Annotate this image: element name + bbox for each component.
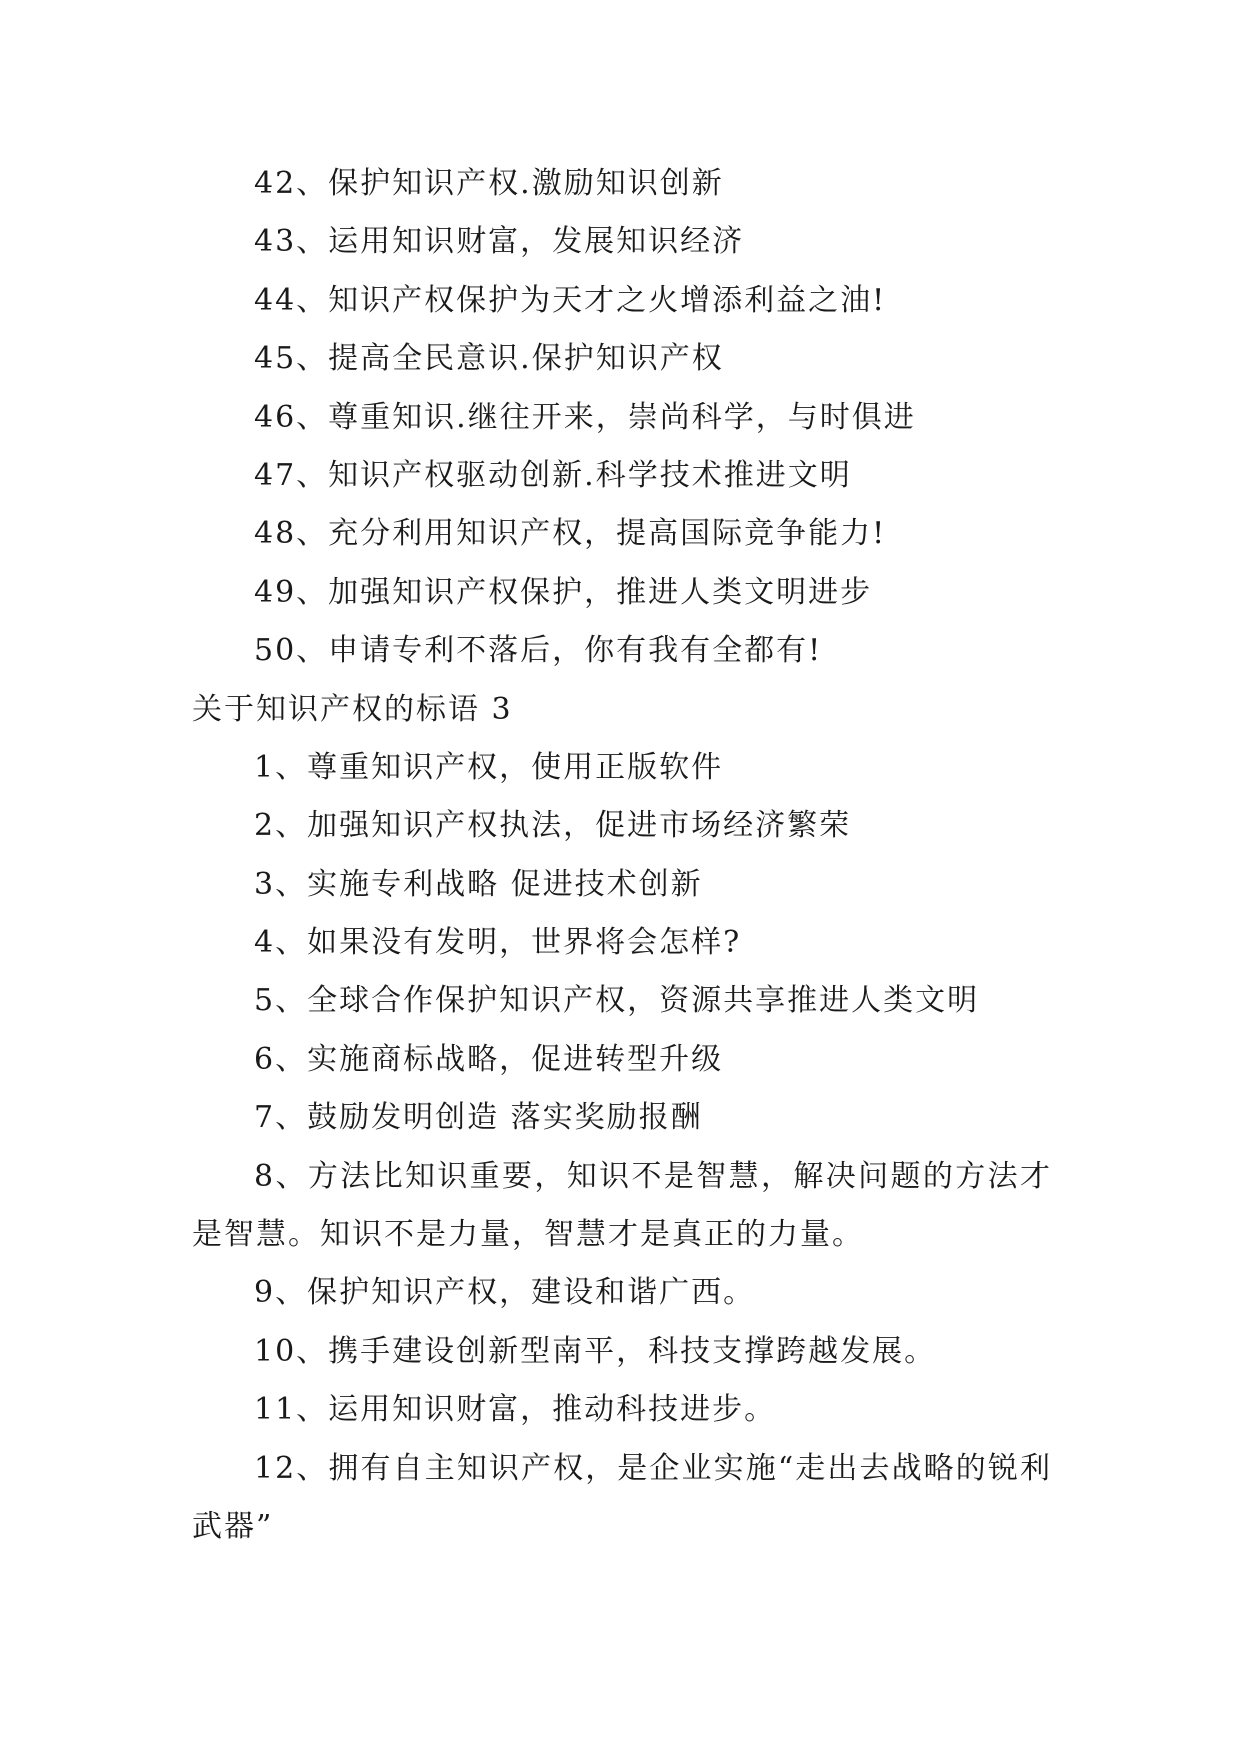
list-item: 44、知识产权保护为天才之火增添利益之油!: [254, 282, 887, 318]
list-item: 3、实施专利战略 促进技术创新: [254, 866, 703, 902]
list-item: 49、加强知识产权保护，推进人类文明进步: [254, 574, 873, 610]
list-item: 42、保护知识产权.激励知识创新: [254, 166, 724, 201]
list-item: 6、实施商标战略，促进转型升级: [254, 1041, 724, 1077]
list-item: 47、知识产权驱动创新.科学技术推进文明: [254, 457, 852, 493]
document-body: [192, 155, 1052, 1556]
list-item: 5、全球合作保护知识产权，资源共享推进人类文明: [254, 983, 980, 1019]
list-item: 9、保护知识产权，建设和谐广西。: [254, 1275, 756, 1311]
list-item: 4、如果没有发明，世界将会怎样?: [254, 925, 742, 961]
list-item: 50、申请专利不落后，你有我有全都有!: [254, 633, 823, 669]
list-item: 2、加强知识产权执法，促进市场经济繁荣: [254, 808, 852, 844]
section-heading: 关于知识产权的标语 3: [192, 691, 513, 727]
list-item-paragraph: 8、方法比知识重要，知识不是智慧，解决问题的方法才是智慧。知识不是力量，智慧才是真正的力量。: [192, 1158, 1052, 1253]
list-item: 46、尊重知识.继往开来，崇尚科学，与时俱进: [254, 399, 916, 435]
list-item: 45、提高全民意识.保护知识产权: [254, 341, 724, 377]
list-item: 10、携手建设创新型南平，科技支撑跨越发展。: [254, 1333, 937, 1369]
list-item: 1、尊重知识产权，使用正版软件: [254, 749, 724, 785]
list-item-paragraph: 12、拥有自主知识产权，是企业实施“走出去战略的锐利武器”: [192, 1450, 1052, 1545]
list-item: 43、运用知识财富，发展知识经济: [254, 224, 745, 260]
list-item: 7、鼓励发明创造 落实奖励报酬: [254, 1100, 703, 1136]
list-item: 11、运用知识财富，推动科技进步。: [254, 1392, 777, 1428]
list-item: 48、充分利用知识产权，提高国际竞争能力!: [254, 516, 887, 552]
